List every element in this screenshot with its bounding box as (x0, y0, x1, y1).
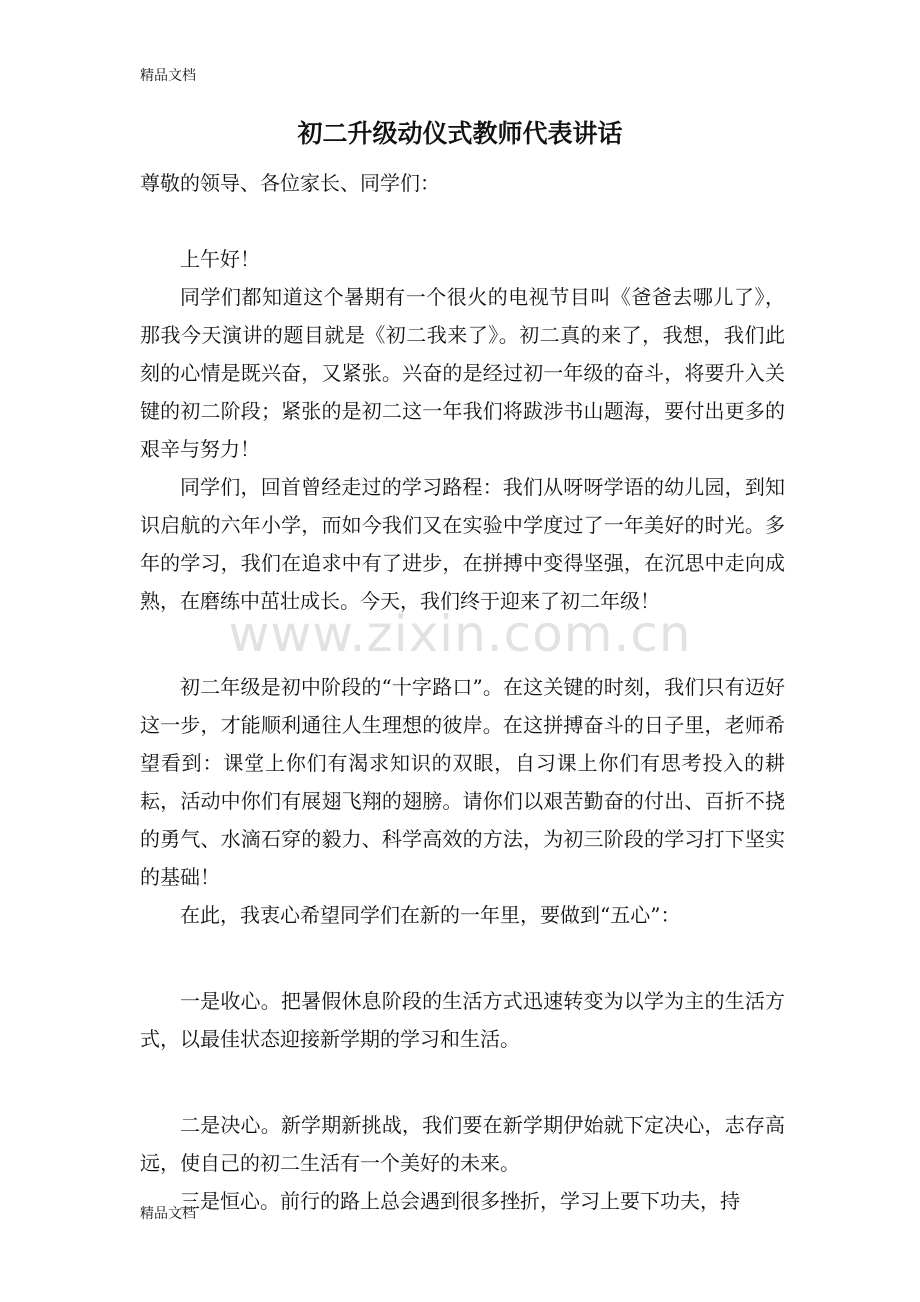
paragraph-5: 一是收心。把暑假休息阶段的生活方式迅速转变为以学为主的生活方式，以最佳状态迎接新学期的学习和生活。 (140, 989, 785, 1051)
watermark: www.zixin.com.cn (228, 605, 692, 663)
blank-line (140, 934, 785, 982)
document-title: 初二升级动仪式教师代表讲话 (297, 119, 623, 148)
page-header-label: 精品文档 (140, 68, 196, 84)
blank-line (140, 202, 785, 240)
greeting: 上午好！ (180, 247, 260, 271)
paragraph-1: 同学们都知道这个暑期有一个很火的电视节目叫《爸爸去哪儿了》，那我今天演讲的题目就是《初二我来了》。初二真的来了，我想，我们此刻的心情是既兴奋，又紧张。兴奋的是经过初一年级的奋斗，将要升入关键的初二阶段；紧张的是初二这一年我们将跋涉书山题海，要付出更多的艰辛与努力！ (140, 285, 785, 461)
page-footer-label: 精品文档 (140, 1206, 196, 1222)
salutation: 尊敬的领导、各位家长、同学们： (140, 171, 440, 195)
blank-line (140, 1058, 785, 1106)
paragraph-3: 初二年级是初中阶段的“十字路口”。在这关键的时刻，我们只有迈好这一步，才能顺利通往人生理想的彼岸。在这拼搏奋斗的日子里，老师希望看到：课堂上你们有渴求知识的双眼，自习课上你们有思考投入的耕耘，活动中你们有展翅飞翔的翅膀。请你们以艰苦勤奋的付出、百折不挠的勇气、水滴石穿的毅力、科学高效的方法，为初三阶段的学习打下坚实的基础！ (140, 675, 785, 889)
document-body (140, 164, 785, 1220)
paragraph-2: 同学们，回首曾经走过的学习路程：我们从呀呀学语的幼儿园，到知识启航的六年小学，而如今我们又在实验中学度过了一年美好的时光。多年的学习，我们在追求中有了进步，在拼搏中变得坚强，在沉思中走向成熟，在磨练中茁壮成长。今天，我们终于迎来了初二年级！ (140, 475, 785, 613)
blank-line (140, 620, 785, 668)
paragraph-4: 在此，我衷心希望同学们在新的一年里，要做到“五心”： (180, 903, 681, 927)
paragraph-7: 三是恒心。前行的路上总会遇到很多挫折，学习上要下功夫，持 (180, 1189, 740, 1213)
paragraph-6: 二是决心。新学期新挑战，我们要在新学期伊始就下定决心，志存高远，使自己的初二生活有一个美好的未来。 (140, 1113, 785, 1175)
